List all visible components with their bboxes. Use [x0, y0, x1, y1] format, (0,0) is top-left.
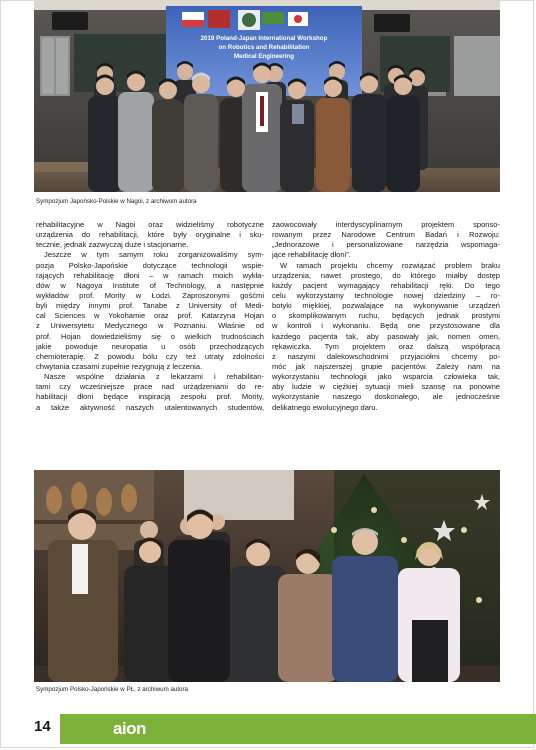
- text-line: z naszymi dalekowschodnimi przyjaciółmi chcemy po-: [272, 351, 500, 361]
- text-line: tecznie, jednak zazwyczaj duże i stacjonarne.: [36, 240, 189, 250]
- text-line: prof. Hojan dowiedzieliśmy się o wielkich trudnościach: [36, 331, 264, 341]
- text-line: wykorzystaniu technologii jako wsparcia człowieka tak,: [272, 372, 500, 382]
- text-line: a także aktywność naszych utalentowanych studentów,: [36, 402, 264, 412]
- text-line: botyki miękkiej, pozwalające na wykonywanie urządzeń: [272, 301, 500, 311]
- screen-title-line2: on Robotics and Rehabilitation: [218, 44, 310, 51]
- symposium-group-photo: [34, 470, 500, 682]
- text-line: wykładów prof. Mority w Łodzi. Zaproszonymi gośćmi: [36, 290, 264, 300]
- magazine-logo: aion: [113, 719, 146, 738]
- text-line: „Jednorazowe i personalizowane narzędzia wspomaga-: [272, 240, 500, 250]
- text-line: rękawiczka. Tym projektem oraz dalszą współpracą: [272, 341, 500, 351]
- text-line: delikatnego ewolucyjnego daru.: [272, 402, 378, 412]
- text-line: z Uniwersytetu Medycznego w Poznaniu. Właśnie od: [36, 321, 264, 331]
- text-line: pozja Polsko-Japońskie dotyczące technologii wspie-: [36, 260, 264, 270]
- text-line: urządzenia do rehabilitacji, które były oryginalne i sku-: [36, 230, 264, 240]
- text-line: cal Sciences w Yokohamie oraz prof. Katarzyna Hojan: [36, 311, 264, 321]
- text-line: Nasze wspólne działania z lekarzami i rehabilitan-: [44, 372, 264, 382]
- text-line: chemioterapię. Z powodu bólu czy też utraty zdolności: [36, 351, 264, 361]
- text-line: jakie powoduje neuropatia u osób przechodzących: [36, 341, 264, 351]
- text-line: móc jak najszerszej grupie pacjentów. Zależy nam na: [272, 361, 500, 371]
- text-line: dów w Nagoya Institute of Technology, a następnie: [36, 280, 264, 290]
- text-line: aby ludzie w ciężkiej sytuacji mieli szansę na ponowne: [272, 382, 500, 392]
- text-line: każdy pacjent wymagający rehabilitacji ręki. Do tego: [272, 280, 500, 290]
- bottom-photo-caption: Sympozjum Polsko-Japońskie w PŁ, z archiwum autora: [36, 686, 188, 693]
- text-line: chwytania czasami zupełnie rezygnują z leczenia.: [36, 361, 203, 371]
- page-number: 14: [34, 718, 51, 735]
- text-line: Jeszcze w tym samym roku zorganizowaliśmy sym-: [44, 250, 264, 260]
- article-column-left: [36, 220, 264, 413]
- text-line: każdego pacjenta tak, aby pasowały jak, nomen omen,: [272, 331, 500, 341]
- text-line: rających rehabilitację dłoni – w ramach moich wykła-: [36, 270, 264, 280]
- text-line: rehabilitacyjne w Nagoi oraz widzieliśmy robotyczne: [36, 220, 264, 229]
- text-line: habilitacji dłoni będące inspiracją zespołu prof. Mority,: [36, 392, 264, 402]
- text-line: celu wykorzystamy technologie nowej dziedziny – ro-: [272, 290, 500, 300]
- text-line: rowanym przez Narodowe Centrum Badań i Rozwoju:: [272, 230, 500, 240]
- text-line: tami czy wcześniejsze prace nad urządzeniami do re-: [36, 382, 264, 392]
- text-line: w kontroli i wykonaniu. Będą one przystosowane dla: [272, 321, 500, 331]
- group-of-people: [88, 61, 428, 192]
- screen-title-line1: 2019 Poland-Japan International Workshop: [200, 35, 328, 42]
- screen-title-line3: Medical Engineering: [233, 53, 295, 60]
- article-column-right: [272, 220, 500, 413]
- text-line: jące rehabilitację dłoni”.: [272, 250, 351, 260]
- text-line: zaowocowały interdyscyplinarnym projektem sponso-: [272, 220, 500, 229]
- text-line: W ramach projektu chcemy rozwiązać problem braku: [280, 260, 500, 270]
- workshop-group-photo: [34, 0, 500, 192]
- text-line: urządzenia, nawet prostego, do którego miałby dostęp: [272, 270, 500, 280]
- text-line: o skomplikowanym ruchu, będących jednak prostymi: [272, 311, 500, 321]
- text-line: wykorzystanie naszego doskonałego, ale jednocześnie: [272, 392, 500, 402]
- top-photo-caption: Sympozjum Japońsko-Polskie w Nagoi, z archiwum autora: [36, 198, 197, 205]
- text-line: byli między innymi prof. Tanabe z University of Medi-: [36, 301, 264, 311]
